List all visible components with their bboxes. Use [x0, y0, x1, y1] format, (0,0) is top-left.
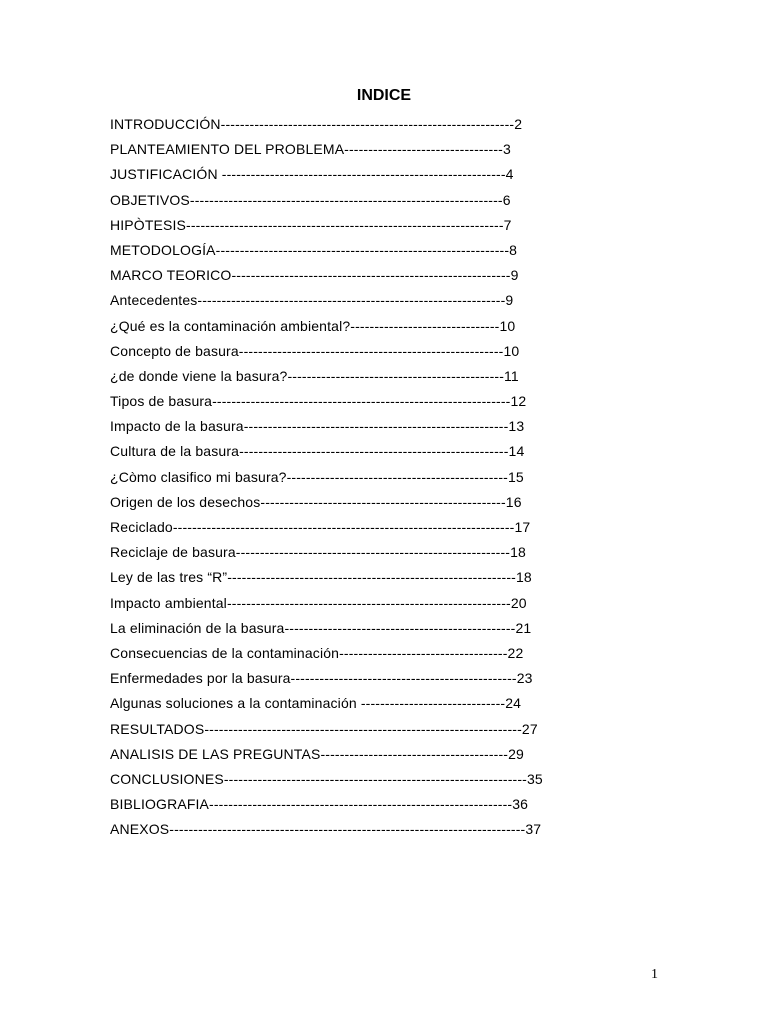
toc-entry-cultura-basura: Cultura de la basura--------------------------------------------------------14: [110, 443, 525, 460]
toc-entry-consecuencias: Consecuencias de la contaminación-----------------------------------22: [110, 644, 524, 661]
toc-entry-marco-teorico: MARCO TEORICO----------------------------------------------------------9: [110, 267, 519, 284]
toc-entry-metodologia: METODOLOGÍA-------------------------------------------------------------8: [110, 241, 518, 258]
page-title: INDICE: [356, 87, 412, 104]
toc-entry-resultados: RESULTADOS------------------------------------------------------------------27: [110, 720, 538, 737]
toc-entry-origen-desechos: Origen de los desechos---------------------------------------------------16: [110, 493, 522, 510]
toc-entry-tipos-basura: Tipos de basura--------------------------------------------------------------12: [110, 393, 527, 410]
toc-entry-impacto-basura: Impacto de la basura-------------------------------------------------------13: [110, 418, 525, 435]
toc-entry-objetivos: OBJETIVOS-----------------------------------------------------------------6: [110, 191, 511, 208]
toc-entry-bibliografia: BIBLIOGRAFIA---------------------------------------------------------------36: [110, 796, 529, 813]
toc-entry-concepto-basura: Concepto de basura-------------------------------------------------------10: [110, 342, 520, 359]
toc-entry-analisis-preguntas: ANALISIS DE LAS PREGUNTAS---------------------------------------29: [110, 745, 524, 762]
toc-entry-anexos: ANEXOS--------------------------------------------------------------------------37: [110, 821, 542, 838]
toc-entry-antecedentes: Antecedentes----------------------------------------------------------------9: [110, 292, 514, 309]
toc-entry-ley-tres-r: Ley de las tres “R”------------------------------------------------------------18: [110, 569, 532, 586]
toc-entry-justificacion: JUSTIFICACIÓN -----------------------------------------------------------4: [110, 166, 514, 183]
toc-entry-hipotesis: HIPÒTESIS------------------------------------------------------------------7: [110, 216, 512, 233]
toc-entry-soluciones: Algunas soluciones a la contaminación ------------------------------24: [110, 695, 522, 712]
toc-entry-planteamiento: PLANTEAMIENTO DEL PROBLEMA---------------------------------3: [110, 141, 511, 158]
page-number: 1: [651, 967, 658, 982]
toc-entry-eliminacion-basura: La eliminación de la basura------------------------------------------------21: [110, 619, 532, 636]
toc-entry-conclusiones: CONCLUSIONES---------------------------------------------------------------35: [110, 770, 543, 787]
toc-entry-impacto-ambiental: Impacto ambiental-----------------------------------------------------------20: [110, 594, 527, 611]
toc-entry-reciclado: Reciclado-----------------------------------------------------------------------17: [110, 519, 531, 535]
toc-entry-enfermedades: Enfermedades por la basura-----------------------------------------------23: [110, 670, 533, 687]
toc-entry-donde-viene-basura: ¿de donde viene la basura?---------------------------------------------11: [110, 367, 519, 384]
toc-entry-reciclaje-basura: Reciclaje de basura---------------------------------------------------------18: [110, 544, 526, 561]
table-of-contents: [110, 114, 543, 844]
toc-entry-introduccion: INTRODUCCIÓN-------------------------------------------------------------2: [110, 116, 523, 132]
toc-entry-clasifico-basura: ¿Còmo clasifico mi basura?----------------------------------------------15: [110, 468, 524, 485]
toc-entry-contaminacion-ambiental: ¿Qué es la contaminación ambiental?-------------------------------10: [110, 317, 516, 334]
